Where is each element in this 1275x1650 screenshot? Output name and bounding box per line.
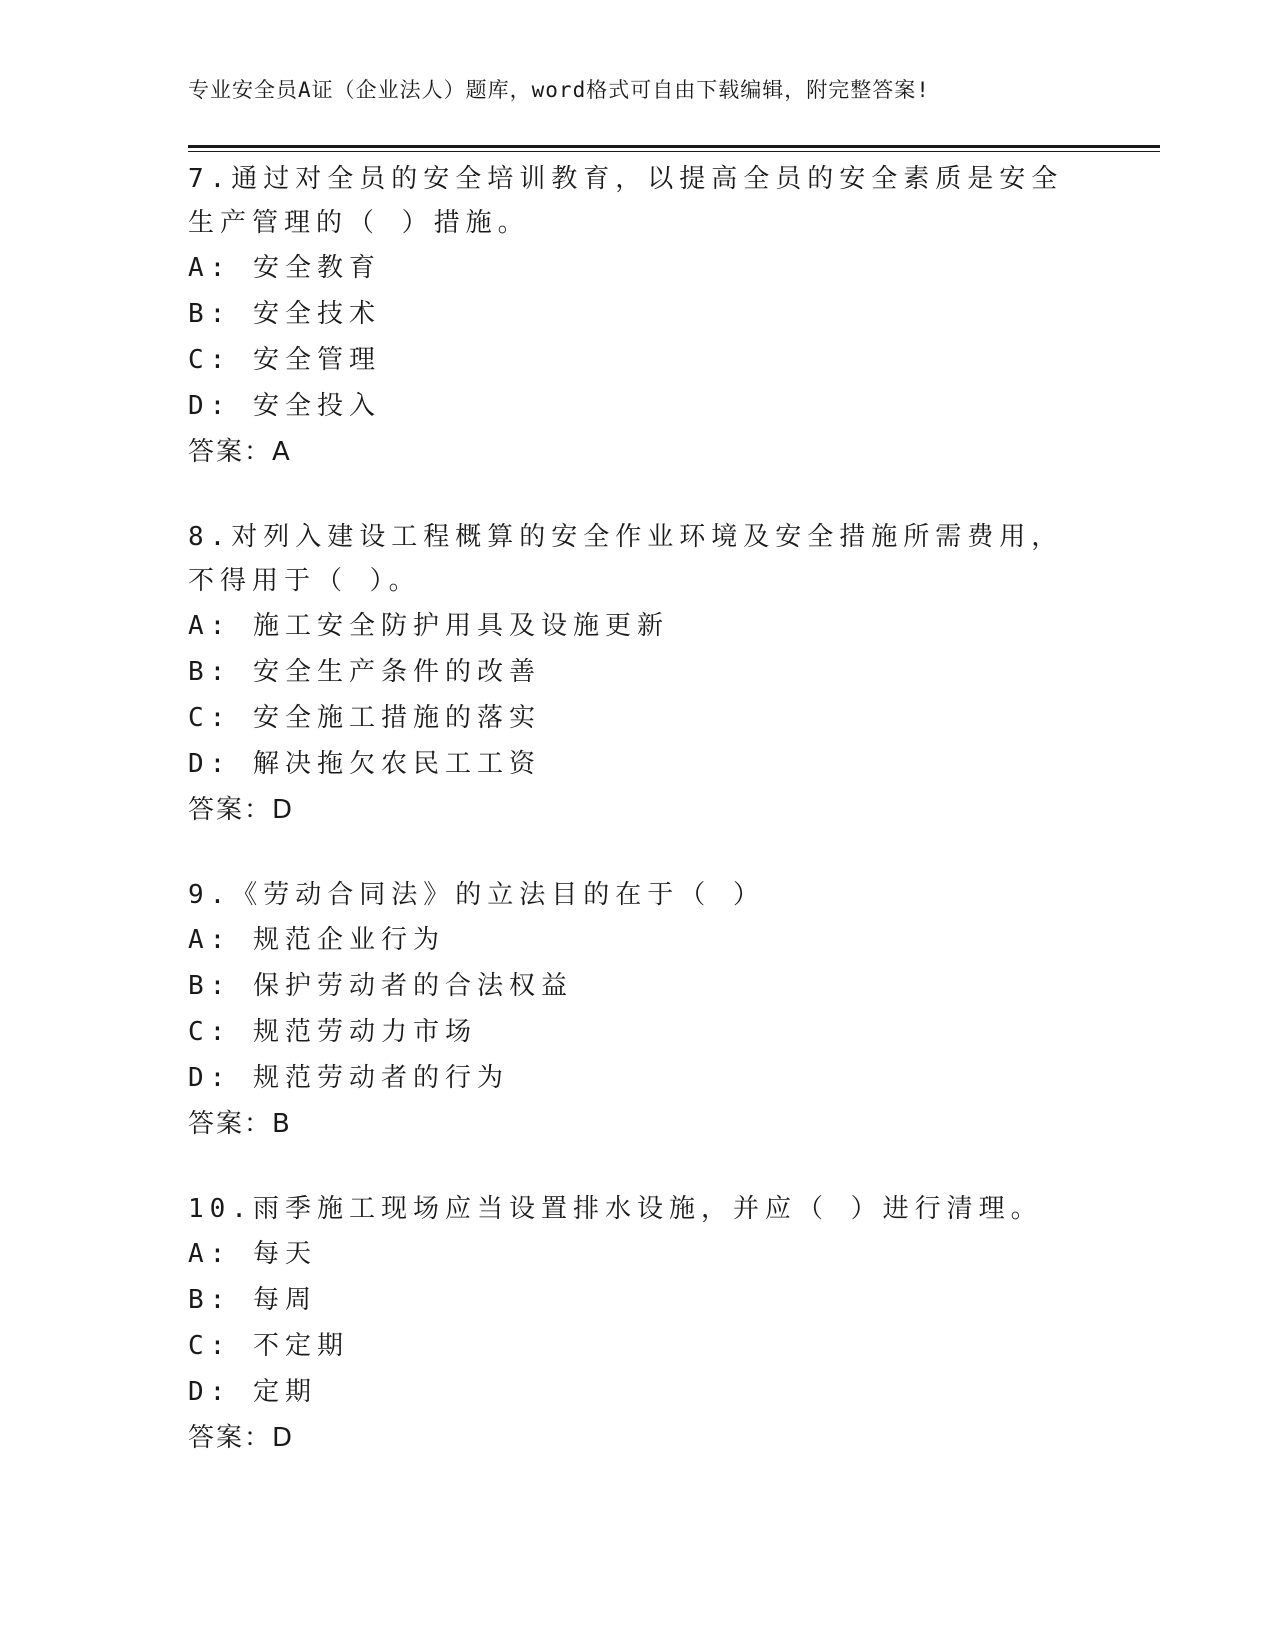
- option-a: A: 安全教育: [188, 253, 381, 283]
- answer-line: 答案：A: [188, 437, 292, 467]
- option-b: B: 保护劳动者的合法权益: [188, 971, 573, 1001]
- option-a: A: 施工安全防护用具及设施更新: [188, 611, 669, 641]
- option-c: C: 安全管理: [188, 345, 381, 375]
- question-9: [188, 873, 1068, 1147]
- option-b: B: 安全技术: [188, 299, 381, 329]
- option-a: A: 规范企业行为: [188, 925, 445, 955]
- question-stem: 9.《劳动合同法》的立法目的在于（ ）: [188, 880, 765, 910]
- question-10: [188, 1187, 1068, 1461]
- option-d: D: 解决拖欠农民工工资: [188, 749, 541, 779]
- question-spacer: [188, 833, 1068, 873]
- option-d: D: 安全投入: [188, 391, 381, 421]
- answer-line: 答案：D: [188, 1423, 295, 1453]
- question-stem: 7.通过对全员的安全培训教育，以提高全员的安全素质是安全生产管理的（ ）措施。: [188, 164, 1064, 238]
- header-divider-thick: [188, 145, 1160, 148]
- option-b: B: 每周: [188, 1285, 317, 1315]
- question-stem: 10.雨季施工现场应当设置排水设施，并应（ ）进行清理。: [188, 1194, 1043, 1224]
- answer-line: 答案：D: [188, 795, 295, 825]
- option-c: C: 不定期: [188, 1331, 349, 1361]
- page-header: 专业安全员A证（企业法人）题库，word格式可自由下载编辑，附完整答案!: [188, 78, 930, 102]
- question-8: [188, 515, 1068, 833]
- question-list: [188, 157, 1068, 1461]
- option-d: D: 规范劳动者的行为: [188, 1063, 509, 1093]
- option-c: C: 安全施工措施的落实: [188, 703, 541, 733]
- question-spacer: [188, 475, 1068, 515]
- answer-line: 答案：B: [188, 1109, 292, 1139]
- question-stem: 8.对列入建设工程概算的安全作业环境及安全措施所需费用，不得用于（ ）。: [188, 522, 1064, 596]
- option-b: B: 安全生产条件的改善: [188, 657, 541, 687]
- question-spacer: [188, 1147, 1068, 1187]
- question-7: [188, 157, 1068, 475]
- option-a: A: 每天: [188, 1239, 317, 1269]
- header-divider-thin: [188, 151, 1160, 152]
- option-c: C: 规范劳动力市场: [188, 1017, 477, 1047]
- option-d: D: 定期: [188, 1377, 317, 1407]
